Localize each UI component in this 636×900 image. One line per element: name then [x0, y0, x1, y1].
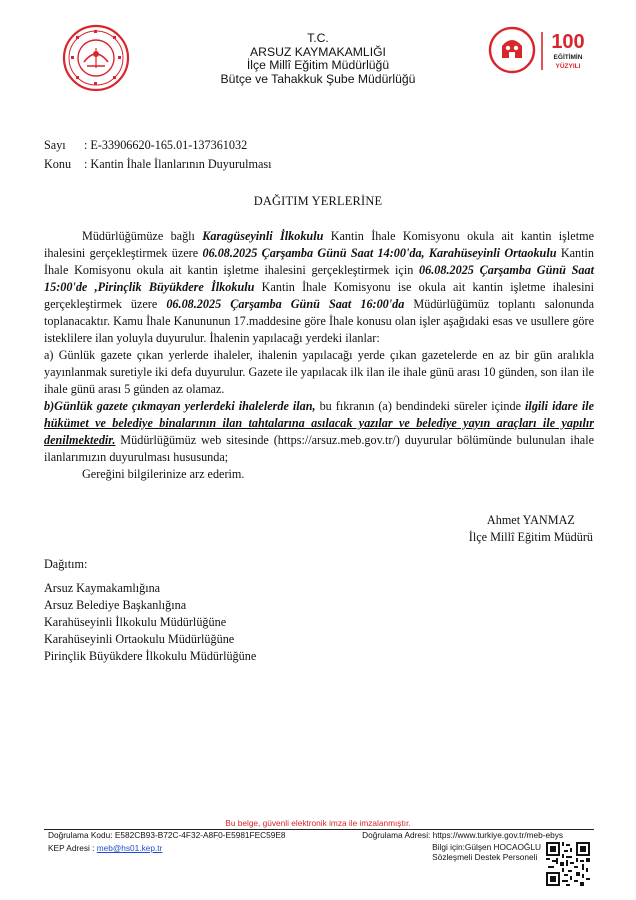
letterhead [0, 32, 636, 86]
p1-text: Kantin İhale Komisyonu okula ait kantin işletme ihalesini gerçekleştirmek için [44, 246, 595, 277]
list-item: Arsuz Kaymakamlığına [44, 581, 161, 595]
p1-date-1: 06.08.2025 Çarşamba Günü Saat 14:00'da, Karahüseyinli Ortaokulu [202, 246, 557, 260]
kep-label: KEP Adresi : [48, 843, 97, 853]
contact-info [432, 843, 541, 862]
contact-person: Bilgi için:Gülşen HOCAOĞLU [432, 842, 541, 852]
paragraph-b [44, 398, 594, 466]
paragraph-1 [44, 228, 594, 347]
qr-code-icon [546, 842, 590, 886]
p1-date-2: 06.08.2025 Çarşamba Günü Saat 15:00'de ,Pirinçlik Büyükdere İlkokulu [44, 263, 594, 294]
p3-underlined: hükümet ve belediye binalarının ilan tahtalarına asılacak yazılar ve belediye yayın araçları ile yapılır denilmektedir. [44, 416, 594, 447]
header-tc: T.C. [307, 31, 329, 45]
contact-role: Sözleşmeli Destek Personeli [432, 851, 538, 862]
p3-text: Müdürlüğümüz web sitesinde (https://arsuz.meb.gov.tr/) duyurular bölümünde bulunulan ihale ilanlarımızın duyurulması hususunda; [44, 433, 594, 464]
signature-block [469, 512, 593, 546]
distribution-label: Dağıtım: [44, 557, 88, 571]
svg-text:100: 100 [551, 31, 585, 53]
signer-name: Ahmet YANMAZ [486, 513, 575, 527]
p3-emph: ilgili idare ile [525, 399, 594, 413]
konu-value: : Kantin İhale İlanlarının Duyurulması [84, 157, 272, 171]
p1-text: Kantin İhale Komisyonu ise okula ait kantin işletme ihalesini gerçekleştirmek üzere [44, 280, 594, 311]
verification-code: Doğrulama Kodu: E582CB93-B72C-4F32-A8F0-E5981FEC59E8 [48, 830, 286, 840]
sayi-label: Sayı [44, 138, 66, 152]
distribution-list [44, 556, 256, 665]
p1-text: Müdürlüğümüz toplantı salonunda toplanacaktır. Kamu İhale Kanununun 17.maddesine göre İhale konusu olan işler aşağıdaki esas ve usullere göre isteklilere ilan yoluyla duyurulur. İhalenin yapılacağı yerdeki ilanlar: [44, 297, 594, 345]
list-item: Karahüseyinli Ortaokulu Müdürlüğüne [44, 632, 235, 646]
header-kaymakamlik: ARSUZ KAYMAKAMLIĞI [250, 44, 386, 59]
header-mudurluk: İlçe Millî Eğitim Müdürlüğü [246, 58, 390, 73]
distribution-heading: DAĞITIM YERLERİNE [253, 194, 383, 208]
paragraph-a: a) Günlük gazete çıkan yerlerde ihaleler, ihalenin yapılacağı yerde çıkan gazetelerde en az bir gün aralıkla yayınlanmak suretiyle iki defa duyurulur. Gazete ile yapılacak ilk ilan ile ihale günü arası 10 günden, son ilan ile ihale günü arası 5 günden az olamaz. [44, 348, 594, 396]
kep-address [48, 843, 162, 853]
list-item: Pirinçlik Büyükdere İlkokulu Müdürlüğüne [44, 649, 257, 663]
svg-text:YÜZYILI: YÜZYILI [555, 63, 581, 70]
p1-text: Müdürlüğümüze bağlı [82, 229, 203, 243]
konu-row [44, 155, 272, 174]
kep-link[interactable]: meb@hs01.kep.tr [96, 843, 163, 853]
konu-label: Konu [44, 157, 72, 171]
document-meta [44, 136, 272, 174]
p1-text: Kantin İhale Komisyonu okula ait kantin işletme ihalesini gerçekleştirmek üzere [44, 229, 594, 260]
p3-lead: b)Günlük gazete çıkmayan yerlerdeki ihalelerde ilan, [44, 399, 316, 413]
letter-body [44, 228, 594, 483]
list-item: Arsuz Belediye Başkanlığına [44, 598, 187, 612]
sayi-row [44, 136, 272, 155]
e-signature-note: Bu belge, güvenli elektronik imza ile imzalanmıştır. [225, 818, 411, 828]
signer-title: İlçe Millî Eğitim Müdürü [468, 530, 593, 544]
p3-text: bu fıkranın (a) bendindeki süreler içinde [315, 399, 526, 413]
list-item: Karahüseyinli İlkokulu Müdürlüğüne [44, 615, 227, 629]
closing-line: Gereğini bilgilerinize arz ederim. [82, 467, 245, 481]
p1-date-3: 06.08.2025 Çarşamba Günü Saat 16:00'da [166, 297, 405, 311]
sayi-value: : E-33906620-165.01-137361032 [84, 138, 248, 152]
header-sube: Bütçe ve Tahakkuk Şube Müdürlüğü [220, 71, 416, 86]
verification-address: Doğrulama Adresi: https://www.turkiye.gov.tr/meb-ebys [362, 830, 563, 840]
svg-text:EĞİTİMİN: EĞİTİMİN [553, 54, 583, 61]
p1-school-1: Karagüseyinli İlkokulu [202, 229, 324, 243]
